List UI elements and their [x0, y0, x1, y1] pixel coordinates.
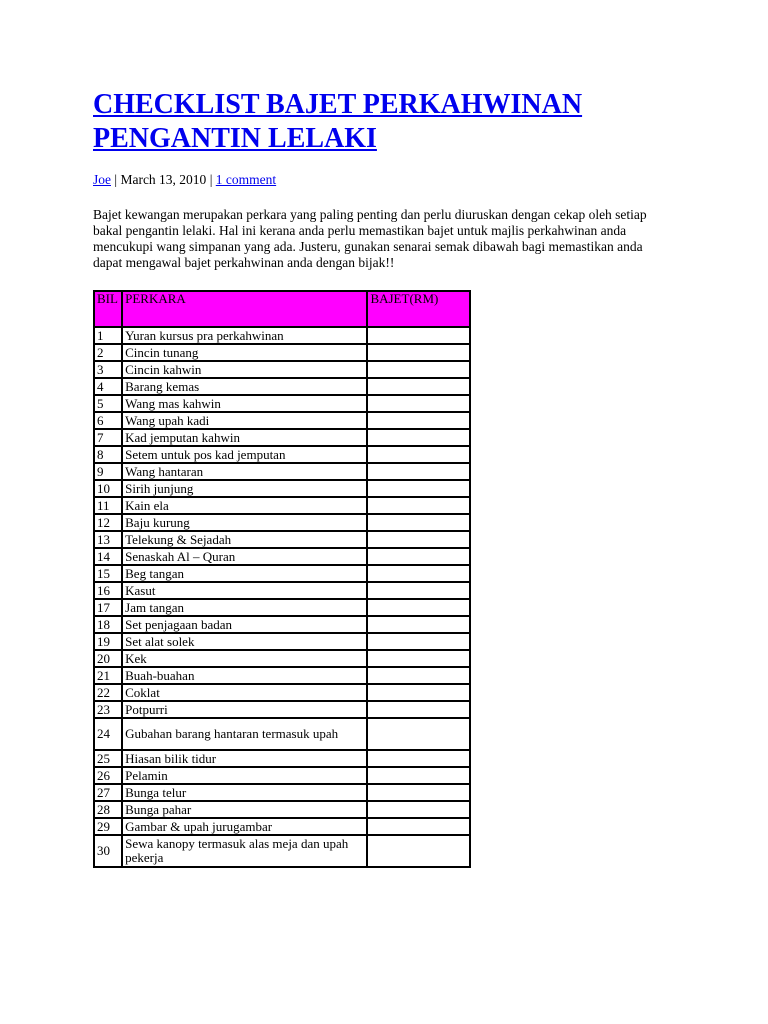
- row-budget-cell[interactable]: [367, 463, 470, 480]
- row-budget-cell[interactable]: [367, 801, 470, 818]
- row-number: 11: [94, 497, 122, 514]
- row-item: Telekung & Sejadah: [122, 531, 367, 548]
- row-budget-cell[interactable]: [367, 835, 470, 867]
- table-row: [94, 327, 470, 344]
- table-row: [94, 497, 470, 514]
- row-budget-cell[interactable]: [367, 497, 470, 514]
- table-row: [94, 599, 470, 616]
- row-number: 21: [94, 667, 122, 684]
- row-budget-cell[interactable]: [367, 750, 470, 767]
- row-item: Coklat: [122, 684, 367, 701]
- author-link[interactable]: Joe: [93, 172, 111, 187]
- table-row: [94, 531, 470, 548]
- table-row: [94, 750, 470, 767]
- table-row: [94, 650, 470, 667]
- row-number: 27: [94, 784, 122, 801]
- row-item: Bunga pahar: [122, 801, 367, 818]
- row-item: Hiasan bilik tidur: [122, 750, 367, 767]
- row-item: Setem untuk pos kad jemputan: [122, 446, 367, 463]
- row-budget-cell[interactable]: [367, 531, 470, 548]
- table-row: [94, 361, 470, 378]
- row-item: Pelamin: [122, 767, 367, 784]
- row-item: Sewa kanopy termasuk alas meja dan upah pekerja: [122, 835, 367, 867]
- row-number: 13: [94, 531, 122, 548]
- row-item: Kad jemputan kahwin: [122, 429, 367, 446]
- table-row: [94, 801, 470, 818]
- table-row: [94, 616, 470, 633]
- table-row: [94, 582, 470, 599]
- table-row: [94, 446, 470, 463]
- row-item: Baju kurung: [122, 514, 367, 531]
- row-item: Senaskah Al – Quran: [122, 548, 367, 565]
- post-title-link[interactable]: CHECKLIST BAJET PERKAHWINAN PENGANTIN LELAKI: [93, 89, 583, 154]
- row-item: Kain ela: [122, 497, 367, 514]
- row-budget-cell[interactable]: [367, 378, 470, 395]
- row-budget-cell[interactable]: [367, 480, 470, 497]
- row-number: 15: [94, 565, 122, 582]
- row-budget-cell[interactable]: [367, 650, 470, 667]
- row-number: 28: [94, 801, 122, 818]
- row-item: Gubahan barang hantaran termasuk upah: [122, 718, 367, 750]
- row-number: 7: [94, 429, 122, 446]
- row-item: Bunga telur: [122, 784, 367, 801]
- row-item: Jam tangan: [122, 599, 367, 616]
- row-number: 24: [94, 718, 122, 750]
- row-budget-cell[interactable]: [367, 667, 470, 684]
- row-number: 12: [94, 514, 122, 531]
- row-budget-cell[interactable]: [367, 582, 470, 599]
- row-item: Wang hantaran: [122, 463, 367, 480]
- meta-separator: |: [206, 172, 216, 187]
- table-row: [94, 667, 470, 684]
- header-bajet: BAJET(RM): [367, 291, 470, 327]
- row-number: 6: [94, 412, 122, 429]
- row-budget-cell[interactable]: [367, 767, 470, 784]
- intro-paragraph: Bajet kewangan merupakan perkara yang paling penting dan perlu diuruskan dengan cekap oleh setiap bakal pengantin lelaki. Hal ini kerana anda perlu memastikan bajet untuk majlis perkahwinan anda mencukupi wang simpanan yang ada. Justeru, gunakan senarai semak dibawah bagi memastikan anda dapat mengawal bajet perkahwinan anda dengan bijak!!: [93, 207, 647, 270]
- row-item: Sirih junjung: [122, 480, 367, 497]
- post-date: March 13, 2010: [120, 172, 207, 187]
- table-row: [94, 818, 470, 835]
- row-number: 4: [94, 378, 122, 395]
- table-row: [94, 701, 470, 718]
- row-number: 5: [94, 395, 122, 412]
- row-budget-cell[interactable]: [367, 429, 470, 446]
- row-item: Cincin kahwin: [122, 361, 367, 378]
- row-budget-cell[interactable]: [367, 548, 470, 565]
- row-item: Gambar & upah jurugambar: [122, 818, 367, 835]
- header-bil: BIL: [94, 291, 122, 327]
- row-budget-cell[interactable]: [367, 327, 470, 344]
- row-item: Set penjagaan badan: [122, 616, 367, 633]
- row-budget-cell[interactable]: [367, 514, 470, 531]
- table-row: [94, 548, 470, 565]
- row-budget-cell[interactable]: [367, 818, 470, 835]
- row-item: Barang kemas: [122, 378, 367, 395]
- row-number: 26: [94, 767, 122, 784]
- row-item: Buah-buahan: [122, 667, 367, 684]
- comments-link[interactable]: 1 comment: [215, 172, 277, 187]
- row-budget-cell[interactable]: [367, 412, 470, 429]
- row-number: 23: [94, 701, 122, 718]
- row-item: Kek: [122, 650, 367, 667]
- row-item: Potpurri: [122, 701, 367, 718]
- header-perkara: PERKARA: [122, 291, 367, 327]
- table-row: [94, 633, 470, 650]
- row-number: 22: [94, 684, 122, 701]
- row-number: 10: [94, 480, 122, 497]
- table-row: [94, 344, 470, 361]
- row-budget-cell[interactable]: [367, 361, 470, 378]
- row-number: 18: [94, 616, 122, 633]
- row-budget-cell[interactable]: [367, 718, 470, 750]
- table-row: [94, 395, 470, 412]
- budget-checklist-table: [93, 290, 471, 868]
- table-row: [94, 429, 470, 446]
- row-number: 1: [94, 327, 122, 344]
- table-row: [94, 514, 470, 531]
- post-meta: [93, 172, 276, 188]
- table-row: [94, 835, 470, 867]
- row-number: 16: [94, 582, 122, 599]
- table-row: [94, 718, 470, 750]
- row-budget-cell[interactable]: [367, 599, 470, 616]
- table-row: [94, 767, 470, 784]
- row-item: Yuran kursus pra perkahwinan: [122, 327, 367, 344]
- table-row: [94, 412, 470, 429]
- row-number: 9: [94, 463, 122, 480]
- row-number: 25: [94, 750, 122, 767]
- table-row: [94, 378, 470, 395]
- row-item: Wang mas kahwin: [122, 395, 367, 412]
- row-budget-cell[interactable]: [367, 784, 470, 801]
- row-number: 17: [94, 599, 122, 616]
- table-header-row: [94, 291, 470, 327]
- row-number: 19: [94, 633, 122, 650]
- row-number: 14: [94, 548, 122, 565]
- row-budget-cell[interactable]: [367, 616, 470, 633]
- row-number: 3: [94, 361, 122, 378]
- row-number: 30: [94, 835, 122, 867]
- row-item: Set alat solek: [122, 633, 367, 650]
- row-number: 2: [94, 344, 122, 361]
- row-budget-cell[interactable]: [367, 446, 470, 463]
- row-number: 29: [94, 818, 122, 835]
- row-budget-cell[interactable]: [367, 344, 470, 361]
- row-budget-cell[interactable]: [367, 395, 470, 412]
- table-row: [94, 684, 470, 701]
- table-row: [94, 463, 470, 480]
- table-row: [94, 565, 470, 582]
- row-item: Beg tangan: [122, 565, 367, 582]
- row-item: Cincin tunang: [122, 344, 367, 361]
- row-budget-cell[interactable]: [367, 684, 470, 701]
- table-row: [94, 784, 470, 801]
- meta-separator: |: [111, 172, 121, 187]
- row-budget-cell[interactable]: [367, 701, 470, 718]
- row-budget-cell[interactable]: [367, 633, 470, 650]
- row-item: Wang upah kadi: [122, 412, 367, 429]
- row-number: 20: [94, 650, 122, 667]
- row-budget-cell[interactable]: [367, 565, 470, 582]
- row-number: 8: [94, 446, 122, 463]
- table-row: [94, 480, 470, 497]
- row-item: Kasut: [122, 582, 367, 599]
